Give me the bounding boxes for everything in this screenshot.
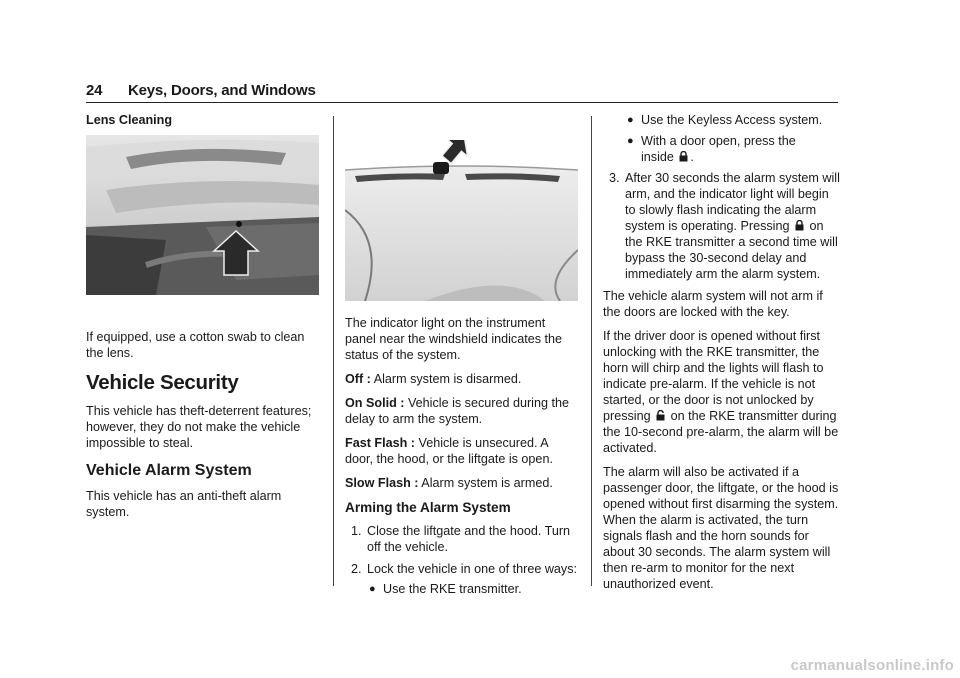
state-off-label: Off : (345, 372, 371, 386)
bullet-icon: ● (369, 583, 376, 595)
lock-methods-continued (625, 112, 841, 165)
bullet-icon: ● (627, 135, 634, 147)
step-3-number: 3. (609, 171, 620, 185)
lock-icon (679, 151, 688, 162)
state-fast-flash (345, 435, 579, 467)
vehicle-security-text: This vehicle has theft-deterrent features; however, they do not make the vehicle impossible to steal. (86, 404, 312, 450)
step-3-text-a: After 30 seconds the alarm system will arm, and the indicator light will begin to slowly flash indicating the alarm system is operating. Pressing (625, 171, 840, 233)
lock-method-door (625, 133, 841, 165)
pre-alarm-text-b: on the RKE transmitter during the 10-second pre-alarm, the alarm will be activated. (603, 409, 839, 455)
arming-steps (345, 523, 579, 597)
lock-method-rke (367, 581, 579, 597)
lock-method-door-text: With a door open, press the (641, 134, 796, 148)
state-slow-flash-text: Alarm system is armed. (421, 476, 553, 490)
arming-steps-continued (603, 170, 841, 282)
rear-bumper-illustration (86, 135, 319, 295)
lock-method-rke-text: Use the RKE transmitter. (383, 582, 522, 596)
lock-method-keyless-text: Use the Keyless Access system. (641, 113, 823, 127)
arming-heading: Arming the Alarm System (345, 500, 511, 515)
indicator-text: The indicator light on the instrument panel near the windshield indicates the status of the system. (345, 316, 563, 362)
lens-cleaning-text: If equipped, use a cotton swab to clean the lens. (86, 330, 305, 360)
arming-key-note: The vehicle alarm system will not arm if the doors are locked with the key. (603, 289, 823, 319)
state-slow-flash-label: Slow Flash : (345, 476, 419, 490)
step-3-text-b: on the RKE transmitter a second time will bypass the 30-second delay and immediately arm the alarm system. (625, 219, 838, 281)
lock-method-door-inside: inside (641, 150, 674, 164)
arming-step-1 (345, 523, 579, 555)
bullet-icon: ● (627, 114, 634, 126)
state-off (345, 371, 579, 387)
instrument-panel-figure (345, 140, 578, 301)
unlock-icon (656, 410, 665, 421)
watermark: carmanualsonline.info (790, 657, 954, 674)
state-fast-flash-text: Vehicle is unsecured. A door, the hood, or the liftgate is open. (345, 436, 553, 466)
step-1-text: Close the liftgate and the hood. Turn off the vehicle. (367, 524, 571, 554)
state-slow-flash (345, 475, 579, 491)
section-title: Keys, Doors, and Windows (128, 82, 316, 99)
pre-alarm-text-a: If the driver door is opened without first unlocking with the RKE transmitter, the horn will chirp and the lights will flash to indicate pre-alarm. If the vehicle is not started, or the door is not unlocked by pressing (603, 329, 824, 423)
page-number: 24 (86, 82, 103, 99)
vehicle-alarm-heading: Vehicle Alarm System (86, 462, 252, 479)
header-rule (86, 102, 838, 103)
column-2 (345, 140, 579, 603)
lock-icon (795, 220, 804, 231)
dashboard-illustration (345, 140, 578, 301)
column-divider-2 (591, 116, 592, 586)
column-3 (603, 112, 841, 600)
lock-methods (367, 581, 579, 597)
lock-method-keyless (625, 112, 841, 128)
state-on-solid-text: Vehicle is secured during the delay to arm the system. (345, 396, 569, 426)
column-1 (86, 112, 322, 528)
state-on-solid-label: On Solid : (345, 396, 405, 410)
alarm-activation-text: The alarm will also be activated if a passenger door, the liftgate, or the hood is opened without first disarming the system. When the alarm is activated, the turn signals flash and the horn sounds for about 30 seconds. The alarm system will then re-arm to monitor for the next unauthorized event. (603, 465, 839, 591)
rear-camera-lens-figure (86, 135, 319, 295)
arming-step-2 (345, 561, 579, 597)
page-header (86, 82, 838, 99)
arming-step-3 (603, 170, 841, 282)
state-on-solid (345, 395, 579, 427)
pre-alarm-text (603, 328, 841, 456)
lock-method-door-end: . (690, 150, 694, 164)
state-off-text: Alarm system is disarmed. (373, 372, 522, 386)
lens-cleaning-title: Lens Cleaning (86, 113, 173, 127)
vehicle-security-heading: Vehicle Security (86, 371, 239, 394)
step-2-number: 2. (351, 562, 362, 576)
state-fast-flash-label: Fast Flash : (345, 436, 415, 450)
column-divider-1 (333, 116, 334, 586)
step-1-number: 1. (351, 524, 362, 538)
step-2-text: Lock the vehicle in one of three ways: (367, 562, 578, 576)
vehicle-alarm-text: This vehicle has an anti-theft alarm system. (86, 489, 282, 519)
